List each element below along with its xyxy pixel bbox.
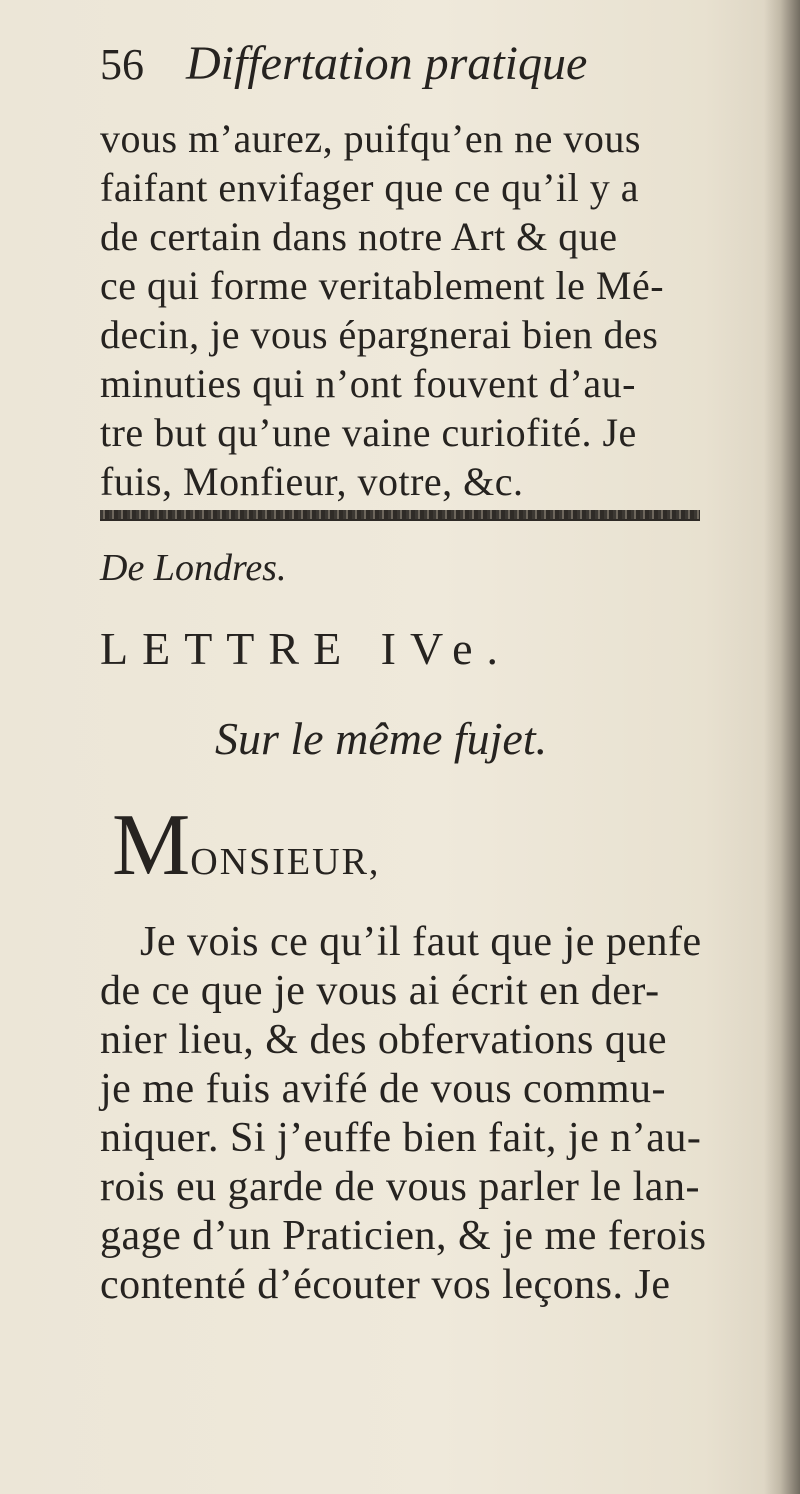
page-number: 56	[100, 40, 144, 89]
text-line: faifant envifager que ce qu’il y a	[100, 165, 639, 210]
text-line: tre but qu’une vaine curiofité. Je	[100, 410, 637, 455]
text-line: nier lieu, & des obfervations que	[100, 1017, 668, 1063]
text-line: Je vois ce qu’il faut que je penfe	[140, 919, 702, 965]
letter-subject: Sur le même fujet.	[215, 713, 548, 764]
text-line: de ce que je vous ai écrit en der-	[100, 968, 660, 1014]
running-title: Differtation pratique	[186, 37, 588, 90]
text-line: minuties qui n’ont fouvent d’au-	[100, 361, 636, 406]
decorative-rule	[100, 510, 700, 521]
salutation-text: ONSIEUR,	[190, 841, 381, 883]
text-line: contenté d’écouter vos leçons. Je	[100, 1262, 671, 1308]
text-line: je me fuis avifé de vous commu-	[100, 1066, 667, 1112]
text-line: niquer. Si j’euffe bien fait, je n’au-	[100, 1115, 702, 1161]
letter-place: De Londres.	[100, 547, 287, 589]
text-line: de certain dans notre Art & que	[100, 214, 618, 259]
text-line: vous m’aurez, puifqu’en ne vous	[100, 116, 641, 161]
page-header	[100, 36, 587, 106]
drop-cap: M	[112, 797, 191, 894]
text-line: rois eu garde de vous parler le lan-	[100, 1164, 700, 1210]
page-edge-shadow	[764, 0, 800, 1494]
letter-title: LETTRE IVe.	[100, 623, 513, 674]
text-line: decin, je vous épargnerai bien des	[100, 312, 659, 357]
salutation	[112, 797, 381, 894]
text-line: ce qui forme veritablement le Mé-	[100, 263, 665, 308]
text-line: gage d’un Praticien, & je me ferois	[100, 1213, 707, 1259]
text-line: fuis, Monfieur, votre, &c.	[100, 459, 524, 504]
